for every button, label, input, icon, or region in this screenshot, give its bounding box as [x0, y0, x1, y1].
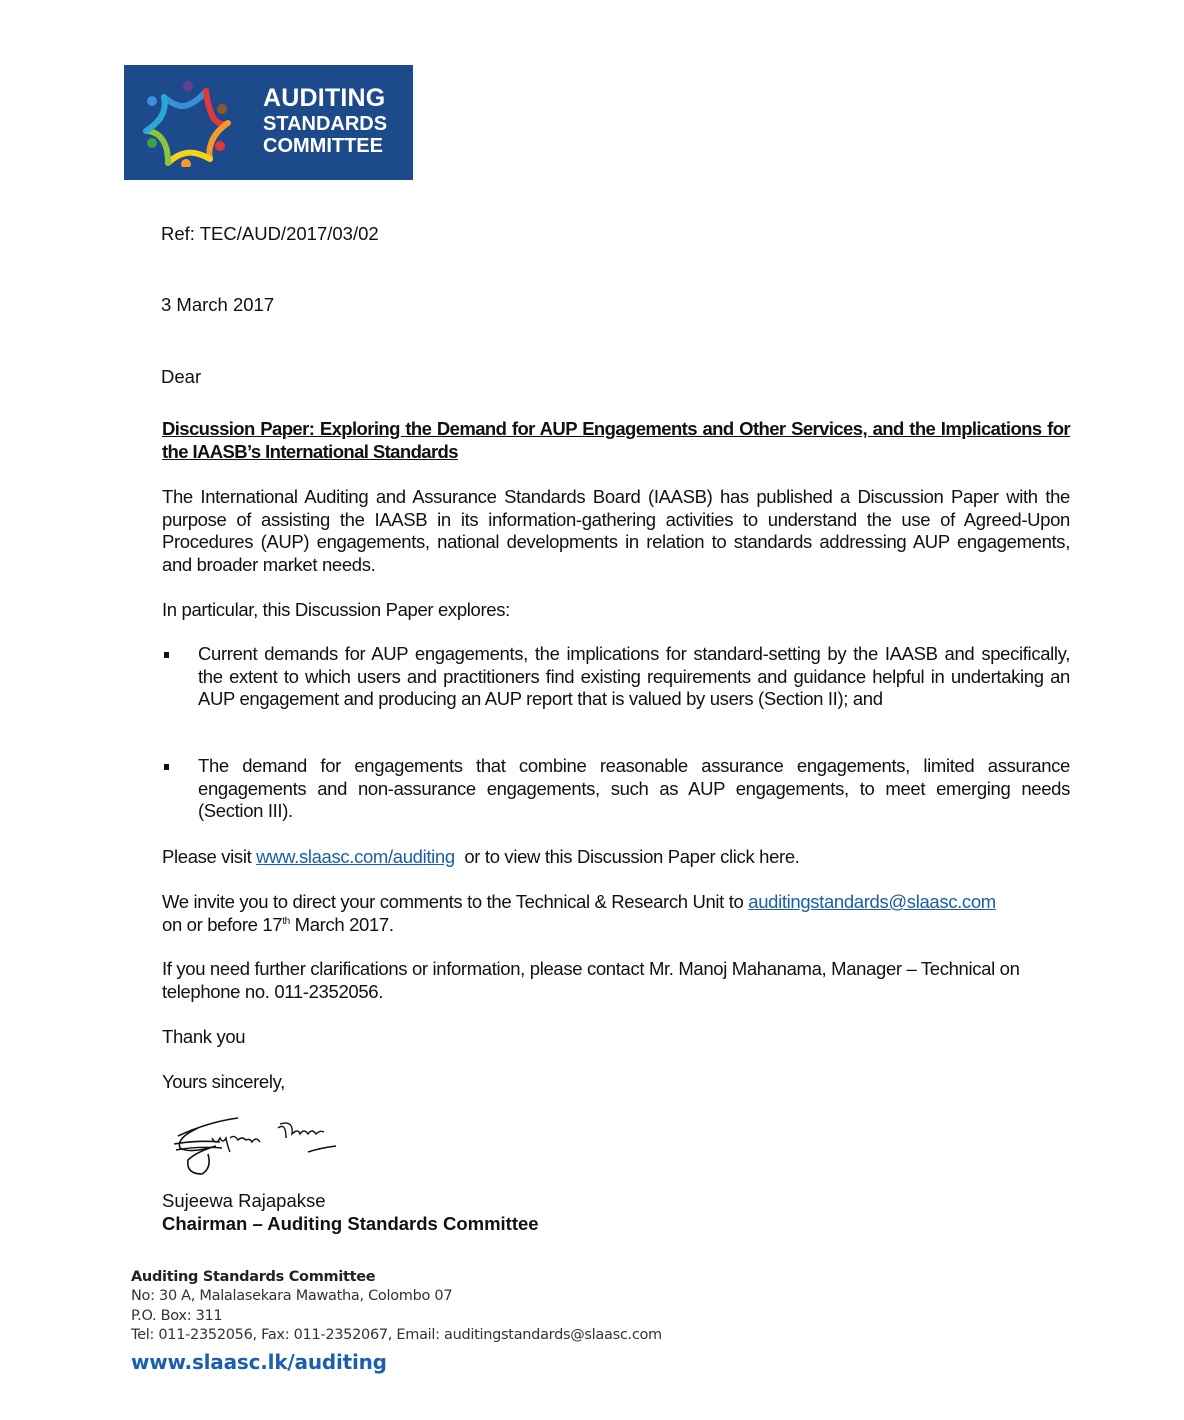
letter-date: 3 March 2017	[161, 294, 275, 315]
invite-paragraph	[162, 891, 1070, 936]
footer-org-name: Auditing Standards Committee	[131, 1269, 376, 1285]
footer-po-box: P.O. Box: 311	[131, 1307, 223, 1324]
footer-address: No: 30 A, Malalasekara Mawatha, Colombo 07	[131, 1288, 453, 1304]
intro-paragraph: The International Auditing and Assurance Standards Board (IAASB) has published a Discussion Paper with the purpose of assisting the IAASB in its information-gathering activities to understand the use of Agreed-Upon Procedures (AUP) engagements, national developments in relation to standards addressing AUP engagements, and broader market needs.	[162, 486, 1070, 575]
website-link[interactable]: www.slaasc.com/auditing	[256, 846, 455, 867]
visit-prefix: Please visit	[162, 846, 257, 867]
signature-image	[168, 1108, 368, 1183]
letter-footer	[131, 1268, 662, 1374]
thanks-line: Thank you	[162, 1026, 246, 1047]
committee-logo	[124, 65, 413, 180]
deadline-ordinal: th	[282, 915, 290, 927]
people-star-icon	[142, 79, 234, 167]
bullet-text: The demand for engagements that combine reasonable assurance engagements, limited assurance engagements and non-assurance engagements, such as AUP engagements, to meet emerging needs (Section III).	[198, 755, 1070, 821]
closing-line: Yours sincerely,	[162, 1071, 285, 1092]
signatory-title: Chairman – Auditing Standards Committee	[162, 1213, 539, 1234]
bullet-text: Current demands for AUP engagements, the implications for standard-setting by the IAASB and specifically, the extent to which users and practitioners find existing requirements and guidance helpful in undertaking an AUP engagement and producing an AUP report that is valued by users (Section II); and	[198, 643, 1070, 709]
logo-line-1: AUDITING	[263, 84, 386, 112]
signatory-name: Sujeewa Rajapakse	[162, 1190, 326, 1211]
contact-paragraph: If you need further clarifications or information, please contact Mr. Manoj Mahanama, Manager – Technical on telephone no. 011-2352056.	[162, 958, 1020, 1002]
letter-subject: Discussion Paper: Exploring the Demand for AUP Engagements and Other Services, and the Implications for the IAASB’s International Standards	[162, 418, 1070, 462]
deadline-prefix: on or before 17	[162, 913, 283, 935]
deadline-suffix: March 2017.	[289, 913, 394, 935]
visit-suffix: or to view this Discussion Paper click here.	[454, 846, 800, 867]
invite-prefix: We invite you to direct your comments to the Technical & Research Unit to	[162, 891, 749, 912]
explores-lead: In particular, this Discussion Paper explores:	[162, 599, 510, 620]
visit-paragraph	[162, 846, 1070, 869]
bullet-marker-icon	[164, 764, 169, 770]
salutation: Dear	[161, 366, 202, 387]
footer-website-link[interactable]: www.slaasc.lk/auditing	[131, 1349, 387, 1374]
logo-wordmark	[263, 86, 387, 156]
reference-number: Ref: TEC/AUD/2017/03/02	[161, 223, 379, 244]
logo-line-2: STANDARDS	[263, 113, 388, 135]
logo-line-3: COMMITTEE	[263, 135, 383, 157]
footer-contact: Tel: 011-2352056, Fax: 011-2352067, Email: auditingstandards@slaasc.com	[131, 1327, 662, 1343]
email-link[interactable]: auditingstandards@slaasc.com	[748, 891, 996, 912]
bullet-marker-icon	[164, 652, 169, 658]
